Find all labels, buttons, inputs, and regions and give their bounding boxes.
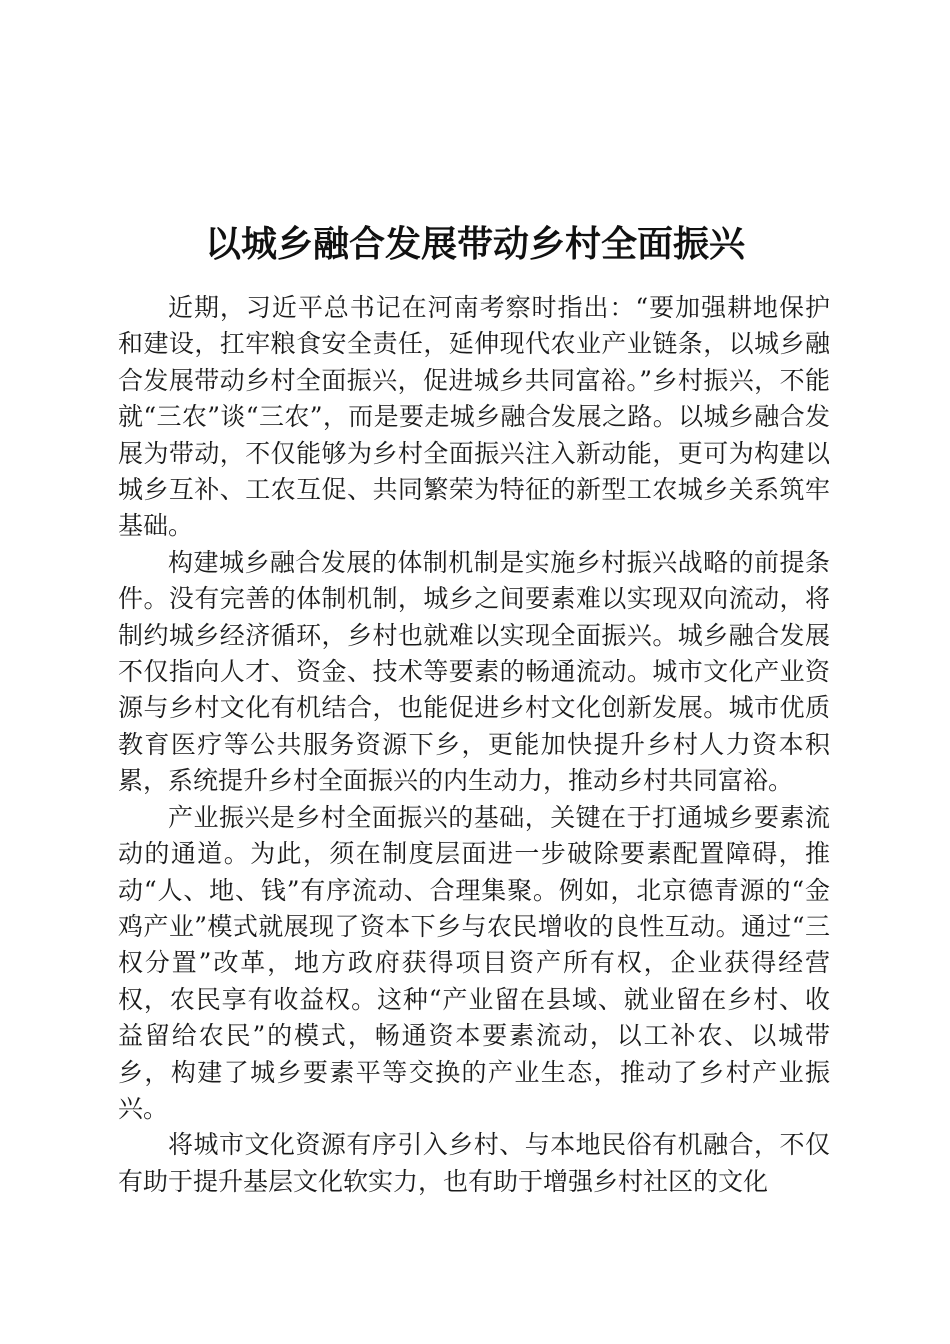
paragraph-3: 产业振兴是乡村全面振兴的基础，关键在于打通城乡要素流动的通道。为此，须在制度层面进一步破除要素配置障碍，推动“人、地、钱”有序流动、合理集聚。例如，北京德青源的“金鸡产业”模式就展现了资本下乡与农民增收的良性互动。通过“三权分置”改革，地方政府获得项目资产所有权，企业获得经营权，农民享有收益权。这种“产业留在县域、就业留在乡村、收益留给农民”的模式，畅通资本要素流动，以工补农、以城带乡，构建了城乡要素平等交换的产业生态，推动了乡村产业振兴。	[118, 802, 830, 1123]
document-title: 以城乡融合发展带动乡村全面振兴	[204, 223, 745, 266]
paragraph-4: 将城市文化资源有序引入乡村、与本地民俗有机融合，不仅有助于提升基层文化软实力，也有助于增强乡村社区的文化	[118, 1130, 830, 1196]
paragraph-2: 构建城乡融合发展的体制机制是实施乡村振兴战略的前提条件。没有完善的体制机制，城乡之间要素难以实现双向流动，将制约城乡经济循环，乡村也就难以实现全面振兴。城乡融合发展不仅指向人才、资金、技术等要素的畅通流动。城市文化产业资源与乡村文化有机结合，也能促进乡村文化创新发展。城市优质教育医疗等公共服务资源下乡，更能加快提升乡村人力资本积累，系统提升乡村全面振兴的内生动力，推动乡村共同富裕。	[118, 547, 830, 796]
document-body	[118, 290, 830, 1200]
paragraph-1: 近期，习近平总书记在河南考察时指出：“要加强耕地保护和建设，扛牢粮食安全责任，延伸现代农业产业链条，以城乡融合发展带动乡村全面振兴，促进城乡共同富裕。”乡村振兴，不能就“三农”谈“三农”，而是要走城乡融合发展之路。以城乡融合发展为带动，不仅能够为乡村全面振兴注入新动能，更可为构建以城乡互补、工农互促、共同繁荣为特征的新型工农城乡关系筑牢基础。	[118, 293, 830, 541]
